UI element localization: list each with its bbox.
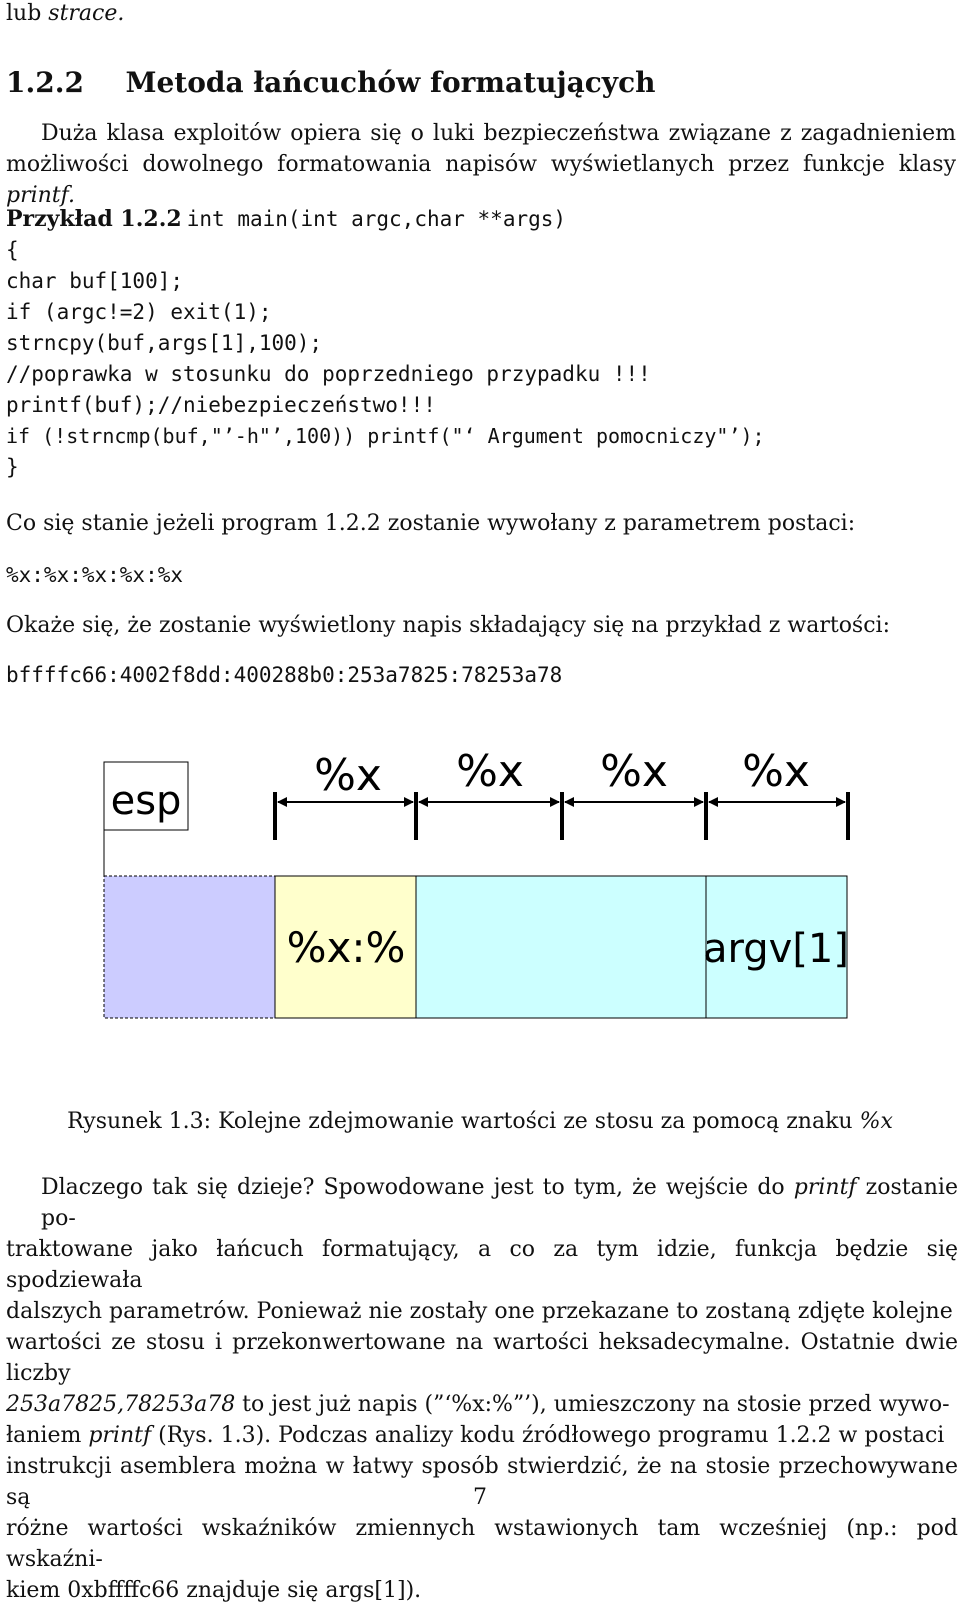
arrow-label: %x <box>600 746 668 797</box>
param-string: %x:%x:%x:%x:%x <box>6 563 184 587</box>
section-number: 1.2.2 <box>6 66 84 99</box>
explanation-line: dalszych parametrów. Ponieważ nie zostały one przekazane to zostaną zdjęte kolejne <box>6 1299 953 1324</box>
stack-figure <box>0 740 960 1040</box>
arrow-label: %x <box>742 746 810 797</box>
stack-cell-lavender <box>104 876 275 1018</box>
explanation-line: Dlaczego tak się dzieje? Spowodowane jest to tym, że wejście do printf zostanie po- <box>41 1175 958 1231</box>
explanation-line: różne wartości wskaźników zmiennych wstawionych tam wcześniej (np.: pod wskaźni- <box>6 1516 958 1572</box>
figure-caption: Rysunek 1.3: Kolejne zdejmowanie wartości ze stosu za pomocą znaku %x <box>67 1109 893 1134</box>
code-line: int main(int argc,char **args) <box>186 207 567 231</box>
code-line: { <box>6 238 19 262</box>
cell-label-argv: argv[1] <box>703 926 849 972</box>
result-text: Okaże się, że zostanie wyświetlony napis składający się na przykład z wartości: <box>6 613 890 638</box>
cell-label-yellow: %x:% <box>286 923 406 972</box>
explanation-line: 253a7825,78253a78 to jest już napis (”‘%x:%”’), umieszczony na stosie przed wywo- <box>6 1392 950 1417</box>
explanation-line: kiem 0xbffffc66 znajduje się args[1]). <box>6 1578 422 1603</box>
code-line: printf(buf);//niebezpieczeństwo!!! <box>6 393 436 417</box>
output-string: bffffc66:4002f8dd:400288b0:253a7825:78253a78 <box>6 663 563 687</box>
code-line: strncpy(buf,args[1],100); <box>6 331 323 355</box>
section-heading <box>6 66 655 99</box>
section-title: Metoda łańcuchów formatujących <box>125 66 656 99</box>
arrow-label: %x <box>314 750 382 801</box>
top-fragment: lub strace. <box>6 1 125 26</box>
explanation-line: wartości ze stosu i przekonwertowane na wartości heksadecymalne. Ostatnie dwie liczby <box>6 1330 958 1386</box>
question-text: Co się stanie jeżeli program 1.2.2 zostanie wywołany z parametrem postaci: <box>6 511 856 536</box>
explanation-paragraph <box>6 1172 958 1606</box>
explanation-line: traktowane jako łańcuch formatujący, a co za tym idzie, funkcja będzie się spodziewała <box>6 1237 958 1293</box>
explanation-line: instrukcji asemblera można w łatwy sposób stwierdzić, że na stosie przechowywane są <box>6 1454 958 1510</box>
page-number: 7 <box>473 1485 487 1510</box>
example-label: Przykład 1.2.2 <box>6 206 182 232</box>
code-line: char buf[100]; <box>6 269 184 293</box>
intro-paragraph: Duża klasa exploitów opiera się o luki bezpieczeństwa związane z zagadnieniem możliwości dowolnego formatowania napisów wyświetlanych przez funkcje klasy printf. <box>6 121 956 208</box>
code-line: if (!strncmp(buf,"’-h"’,100)) printf("‘ Argument pomocniczy"’); <box>6 424 765 448</box>
code-line: //poprawka w stosunku do poprzedniego przypadku !!! <box>6 362 651 386</box>
code-line: if (argc!=2) exit(1); <box>6 300 272 324</box>
esp-label: esp <box>110 778 182 824</box>
arrow-label: %x <box>456 746 524 797</box>
example-block <box>6 204 765 483</box>
explanation-line: łaniem printf (Rys. 1.3). Podczas analizy kodu źródłowego programu 1.2.2 w postaci <box>6 1423 945 1448</box>
code-line: } <box>6 455 19 479</box>
stack-cell-cyan <box>416 876 706 1018</box>
